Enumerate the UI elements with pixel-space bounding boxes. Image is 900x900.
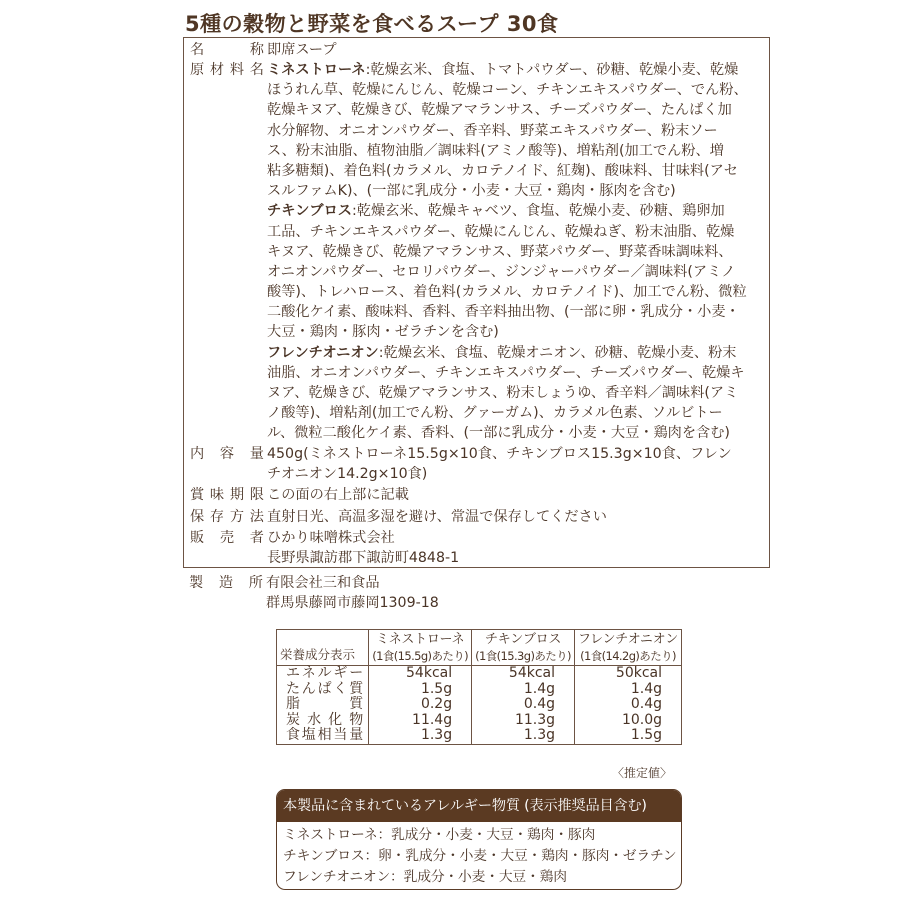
nutrition-value: 54kcal <box>508 665 555 681</box>
ingredient-line: ノ酸等)、増粘剤(加工でん粉、グァーガム)、カラメル色素、ソルビトー <box>267 405 723 422</box>
value-content: 450g(ミネストローネ15.5g×10食、チキンブロス15.3g×10食、フレン チオニオン14.2g×10食) <box>267 446 732 483</box>
label-ingredients: 原 材 料 名 <box>190 62 264 78</box>
label-manufacturer: 製 造 所 <box>189 575 263 591</box>
ingredient-line: 油脂、オニオンパウダー、チキンエキスパウダー、チーズパウダー、乾燥キ <box>267 364 745 381</box>
nutrition-col-chicken-broth: チキンブロス (1食(15.3g)あたり) <box>472 630 575 666</box>
label-storage: 保 存 方 法 <box>190 509 264 525</box>
nutrition-values-french-onion <box>575 666 682 745</box>
nutrition-value: 1.5g <box>420 680 453 697</box>
nutrition-value: 1.3g <box>523 727 555 744</box>
ingredient-line: ほうれん草、乾燥にんじん、乾燥コーン、チキンエキスパウダー、でん粉、 <box>267 82 748 99</box>
label-best-before: 賞 味 期 限 <box>190 487 264 503</box>
allergen-box <box>276 789 682 890</box>
value-seller: ひかり味噌株式会社 長野県諏訪郡下諏訪町4848-1 <box>267 530 460 567</box>
value-storage: 直射日光、高温多湿を避け、常温で保存してください <box>267 509 607 525</box>
ingredient-line: 工品、チキンエキスパウダー、乾燥にんじん、乾燥ねぎ、粉末油脂、乾燥 <box>267 223 735 240</box>
ingredient-line: ル、微粒二酸化ケイ素、香料、(一部に乳成分・小麦・大豆・鶏肉を含む) <box>267 425 730 442</box>
ingredient-line: チキンブロス:乾燥玄米、乾燥キャベツ、食塩、乾燥小麦、砂糖、鶏卵加 <box>267 203 725 220</box>
nutrition-row-label: 脂 質 <box>286 696 364 713</box>
ingredient-line: 二酸化ケイ素、酸味料、香料、香辛料抽出物、(一部に卵・乳成分・小麦・ <box>267 304 740 321</box>
soup-variant-name: チキンブロス <box>267 203 352 220</box>
value-best-before: この面の右上部に記載 <box>267 487 409 503</box>
nutrition-value: 54kcal <box>406 665 453 681</box>
nutrition-row-label: 食 塩 相 当 量 <box>286 727 364 744</box>
nutrition-col-french-onion: フレンチオニオン (1食(14.2g)あたり) <box>575 630 682 666</box>
ingredient-line: 乾燥キヌア、乾燥きび、乾燥アマランサス、チーズパウダー、たんぱく加 <box>267 102 732 119</box>
nutrition-value: 11.3g <box>514 711 555 728</box>
estimated-value-note: 〈推定値〉 <box>612 766 673 780</box>
nutrition-value: 0.2g <box>420 696 453 713</box>
ingredient-line: オニオンパウダー、セロリパウダー、ジンジャーパウダー／調味料(アミノ <box>267 263 736 280</box>
nutrition-table <box>276 629 682 745</box>
nutrition-header-label: 栄養成分表示 <box>277 630 369 666</box>
ingredients-list <box>267 60 748 444</box>
soup-variant-name: フレンチオニオン <box>267 344 379 361</box>
ingredient-line: 大豆・鶏肉・豚肉・ゼラチンを含む) <box>267 324 499 341</box>
ingredient-line: スルファムK)、(一部に乳成分・小麦・大豆・鶏肉・豚肉を含む) <box>267 183 676 200</box>
product-title: 5種の穀物と野菜を食べるスープ 30食 <box>185 12 559 36</box>
label-seller: 販 売 者 <box>190 530 264 546</box>
food-label-box <box>183 37 770 568</box>
nutrition-value: 10.0g <box>621 711 662 728</box>
ingredient-line: キヌア、乾燥きび、乾燥アマランサス、野菜パウダー、野菜香味調味料、 <box>267 243 733 260</box>
value-name: 即席スープ <box>267 42 337 58</box>
nutrition-value: 1.5g <box>630 727 662 744</box>
ingredient-line: 粘多糖類)、着色料(カラメル、カロテノイド、紅麹)、酸味料、甘味料(アセ <box>267 162 738 179</box>
nutrition-value: 1.4g <box>523 680 555 697</box>
allergen-row-minestrone: ミネストローネ：乳成分・小麦・大豆・鶏肉・豚肉 <box>283 827 596 843</box>
ingredient-line: ス、粉末油脂、植物油脂／調味料(アミノ酸等)、増粘剤(加工でん粉、増 <box>267 142 724 159</box>
nutrition-value: 0.4g <box>523 696 555 713</box>
nutrition-row-label: た ん ぱ く 質 <box>286 680 364 697</box>
nutrition-row-label: エ ネ ル ギ ー <box>286 665 364 681</box>
allergen-header: 本製品に含まれているアレルギー物質 (表示推奨品目含む) <box>277 790 681 822</box>
nutrition-value: 50kcal <box>615 665 662 681</box>
nutrition-header-row <box>277 630 682 666</box>
nutrition-value: 1.3g <box>420 727 453 744</box>
nutrition-value: 1.4g <box>630 680 662 697</box>
ingredient-line: ミネストローネ:乾燥玄米、食塩、トマトパウダー、砂糖、乾燥小麦、乾燥 <box>267 62 739 78</box>
nutrition-row-labels <box>277 666 369 745</box>
label-content: 内 容 量 <box>190 446 264 462</box>
ingredient-line: フレンチオニオン:乾燥玄米、食塩、乾燥オニオン、砂糖、乾燥小麦、粉末 <box>267 344 737 361</box>
nutrition-value: 11.4g <box>412 711 453 728</box>
label-name: 名 称 <box>190 42 264 58</box>
nutrition-values-chicken-broth <box>472 666 575 745</box>
nutrition-values-minestrone <box>369 666 472 745</box>
soup-variant-name: ミネストローネ <box>267 62 366 78</box>
ingredient-line: 水分解物、オニオンパウダー、香辛料、野菜エキスパウダー、粉末ソー <box>267 122 718 139</box>
nutrition-value: 0.4g <box>630 696 662 713</box>
value-manufacturer: 有限会社三和食品 群馬県藤岡市藤岡1309-18 <box>266 575 439 612</box>
ingredient-line: ヌア、乾燥きび、乾燥アマランサス、粉末しょうゆ、香辛料／調味料(アミ <box>267 385 739 401</box>
nutrition-col-minestrone: ミネストローネ (1食(15.5g)あたり) <box>369 630 472 666</box>
allergen-row-chicken-broth: チキンブロス：卵・乳成分・小麦・大豆・鶏肉・豚肉・ゼラチン <box>283 848 677 864</box>
nutrition-body-row <box>277 666 682 745</box>
ingredient-line: 酸等)、トレハロース、着色料(カラメル、カロテノイド)、加工でん粉、微粒 <box>267 284 747 301</box>
allergen-row-french-onion: フレンチオニオン：乳成分・小麦・大豆・鶏肉 <box>283 869 567 885</box>
nutrition-row-label: 炭 水 化 物 <box>286 711 364 728</box>
